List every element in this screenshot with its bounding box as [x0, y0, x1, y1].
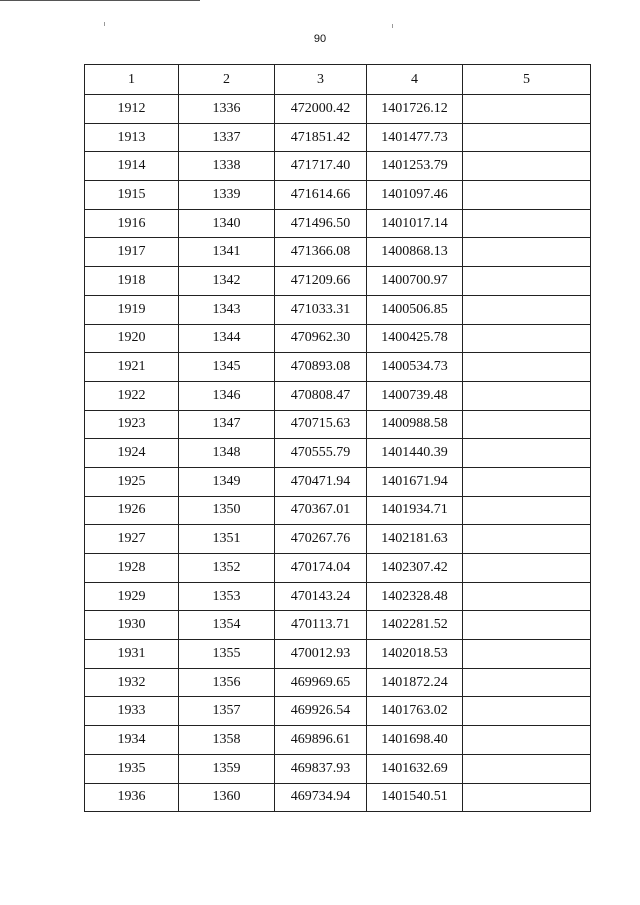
table-cell: 1401477.73	[367, 123, 463, 152]
table-cell: 1915	[85, 181, 179, 210]
table-row	[85, 267, 591, 296]
table-cell: 1401763.02	[367, 697, 463, 726]
table-cell	[463, 238, 591, 267]
table-cell	[463, 295, 591, 324]
table-cell: 1358	[179, 726, 275, 755]
table-cell	[463, 439, 591, 468]
table-cell	[463, 152, 591, 181]
table-cell: 1340	[179, 209, 275, 238]
table-cell	[463, 353, 591, 382]
table-cell: 1400700.97	[367, 267, 463, 296]
table-body	[85, 95, 591, 812]
table-cell: 471717.40	[275, 152, 367, 181]
table-cell: 1402181.63	[367, 525, 463, 554]
table-cell	[463, 668, 591, 697]
coordinates-table	[84, 64, 591, 812]
table-cell	[463, 496, 591, 525]
table-cell: 1401671.94	[367, 467, 463, 496]
column-header: 5	[463, 65, 591, 95]
table-cell: 469896.61	[275, 726, 367, 755]
table-cell: 1919	[85, 295, 179, 324]
table-cell	[463, 267, 591, 296]
table-cell: 1929	[85, 582, 179, 611]
table-cell: 471851.42	[275, 123, 367, 152]
table-cell: 1400425.78	[367, 324, 463, 353]
table-cell: 1401440.39	[367, 439, 463, 468]
table-cell: 469734.94	[275, 783, 367, 812]
table-row	[85, 95, 591, 124]
table-cell: 471614.66	[275, 181, 367, 210]
table-row	[85, 181, 591, 210]
table-cell: 470012.93	[275, 640, 367, 669]
table-cell: 470962.30	[275, 324, 367, 353]
table-cell	[463, 697, 591, 726]
table-cell: 470367.01	[275, 496, 367, 525]
table-row	[85, 123, 591, 152]
table-cell	[463, 611, 591, 640]
table-cell: 1400534.73	[367, 353, 463, 382]
table-cell: 470113.71	[275, 611, 367, 640]
table-cell: 1920	[85, 324, 179, 353]
table-row	[85, 496, 591, 525]
table-cell: 1349	[179, 467, 275, 496]
table-row	[85, 353, 591, 382]
table-cell	[463, 467, 591, 496]
table-cell	[463, 410, 591, 439]
table-cell: 1402018.53	[367, 640, 463, 669]
table-cell	[463, 640, 591, 669]
table-cell: 1400506.85	[367, 295, 463, 324]
column-header: 2	[179, 65, 275, 95]
table-cell: 472000.42	[275, 95, 367, 124]
table-cell: 1922	[85, 381, 179, 410]
table-row	[85, 238, 591, 267]
table-cell: 471496.50	[275, 209, 367, 238]
table-cell: 469837.93	[275, 754, 367, 783]
table-row	[85, 640, 591, 669]
table-cell: 470555.79	[275, 439, 367, 468]
table-row	[85, 697, 591, 726]
table-cell: 470143.24	[275, 582, 367, 611]
table-cell: 1401726.12	[367, 95, 463, 124]
table-cell: 1401872.24	[367, 668, 463, 697]
table-cell: 1926	[85, 496, 179, 525]
table-row	[85, 152, 591, 181]
table-row	[85, 726, 591, 755]
table-row	[85, 554, 591, 583]
table-cell: 1936	[85, 783, 179, 812]
table-cell: 1401017.14	[367, 209, 463, 238]
table-cell: 470471.94	[275, 467, 367, 496]
table-cell	[463, 123, 591, 152]
table-cell: 1930	[85, 611, 179, 640]
table-cell: 1401698.40	[367, 726, 463, 755]
table-cell: 1339	[179, 181, 275, 210]
table-cell: 1934	[85, 726, 179, 755]
scan-speck	[392, 24, 393, 28]
table-cell: 1356	[179, 668, 275, 697]
table-row	[85, 381, 591, 410]
table-cell: 1350	[179, 496, 275, 525]
table-row	[85, 611, 591, 640]
scan-speck	[104, 22, 105, 26]
table-cell	[463, 726, 591, 755]
table-cell: 470174.04	[275, 554, 367, 583]
table-cell: 1401097.46	[367, 181, 463, 210]
table-cell: 1348	[179, 439, 275, 468]
table-cell: 1402281.52	[367, 611, 463, 640]
table-row	[85, 668, 591, 697]
table-cell: 1400739.48	[367, 381, 463, 410]
table-cell: 1916	[85, 209, 179, 238]
table-cell: 471209.66	[275, 267, 367, 296]
table-cell: 1359	[179, 754, 275, 783]
table-cell: 470808.47	[275, 381, 367, 410]
table-cell: 1401253.79	[367, 152, 463, 181]
table-header-row	[85, 65, 591, 95]
table-cell: 1912	[85, 95, 179, 124]
table-cell: 1401632.69	[367, 754, 463, 783]
table-cell: 1336	[179, 95, 275, 124]
table-row	[85, 324, 591, 353]
table-cell: 1352	[179, 554, 275, 583]
table-cell: 1932	[85, 668, 179, 697]
table-cell: 1401540.51	[367, 783, 463, 812]
table-cell	[463, 554, 591, 583]
table-cell	[463, 582, 591, 611]
table-cell: 1353	[179, 582, 275, 611]
table-cell: 1345	[179, 353, 275, 382]
table-cell: 1935	[85, 754, 179, 783]
column-header: 4	[367, 65, 463, 95]
table-row	[85, 209, 591, 238]
table-cell: 1402307.42	[367, 554, 463, 583]
table-row	[85, 525, 591, 554]
table-cell	[463, 209, 591, 238]
table-cell: 471033.31	[275, 295, 367, 324]
table-cell	[463, 181, 591, 210]
table-row	[85, 783, 591, 812]
table-cell: 469969.65	[275, 668, 367, 697]
table-cell: 1933	[85, 697, 179, 726]
table-cell: 1344	[179, 324, 275, 353]
table-cell: 1923	[85, 410, 179, 439]
table-cell: 470715.63	[275, 410, 367, 439]
table-cell: 1914	[85, 152, 179, 181]
table-cell: 1354	[179, 611, 275, 640]
table-cell	[463, 754, 591, 783]
table-cell: 1402328.48	[367, 582, 463, 611]
column-header: 3	[275, 65, 367, 95]
table-cell: 1925	[85, 467, 179, 496]
table-cell: 469926.54	[275, 697, 367, 726]
table-cell	[463, 783, 591, 812]
table-cell	[463, 95, 591, 124]
table-cell: 1921	[85, 353, 179, 382]
table-row	[85, 754, 591, 783]
table-cell: 1343	[179, 295, 275, 324]
table-row	[85, 467, 591, 496]
table-cell: 1337	[179, 123, 275, 152]
table-cell: 1357	[179, 697, 275, 726]
table-row	[85, 439, 591, 468]
table-cell: 1918	[85, 267, 179, 296]
table-cell: 1927	[85, 525, 179, 554]
table-cell: 1342	[179, 267, 275, 296]
table-cell	[463, 381, 591, 410]
table-cell: 1913	[85, 123, 179, 152]
table-row	[85, 582, 591, 611]
table-row	[85, 295, 591, 324]
table-cell	[463, 324, 591, 353]
table-cell	[463, 525, 591, 554]
table-cell: 1351	[179, 525, 275, 554]
table-cell: 1931	[85, 640, 179, 669]
table-cell: 1360	[179, 783, 275, 812]
top-rule	[0, 0, 200, 1]
table-row	[85, 410, 591, 439]
table-cell: 1400868.13	[367, 238, 463, 267]
table-cell: 1924	[85, 439, 179, 468]
table-cell: 1928	[85, 554, 179, 583]
table-cell: 471366.08	[275, 238, 367, 267]
table-cell: 1401934.71	[367, 496, 463, 525]
table-cell: 1341	[179, 238, 275, 267]
column-header: 1	[85, 65, 179, 95]
table-cell: 1400988.58	[367, 410, 463, 439]
table-cell: 1346	[179, 381, 275, 410]
table-cell: 1355	[179, 640, 275, 669]
table-cell: 470267.76	[275, 525, 367, 554]
table-cell: 1347	[179, 410, 275, 439]
page-number: 90	[313, 33, 327, 45]
table-cell: 470893.08	[275, 353, 367, 382]
table-cell: 1917	[85, 238, 179, 267]
table-cell: 1338	[179, 152, 275, 181]
